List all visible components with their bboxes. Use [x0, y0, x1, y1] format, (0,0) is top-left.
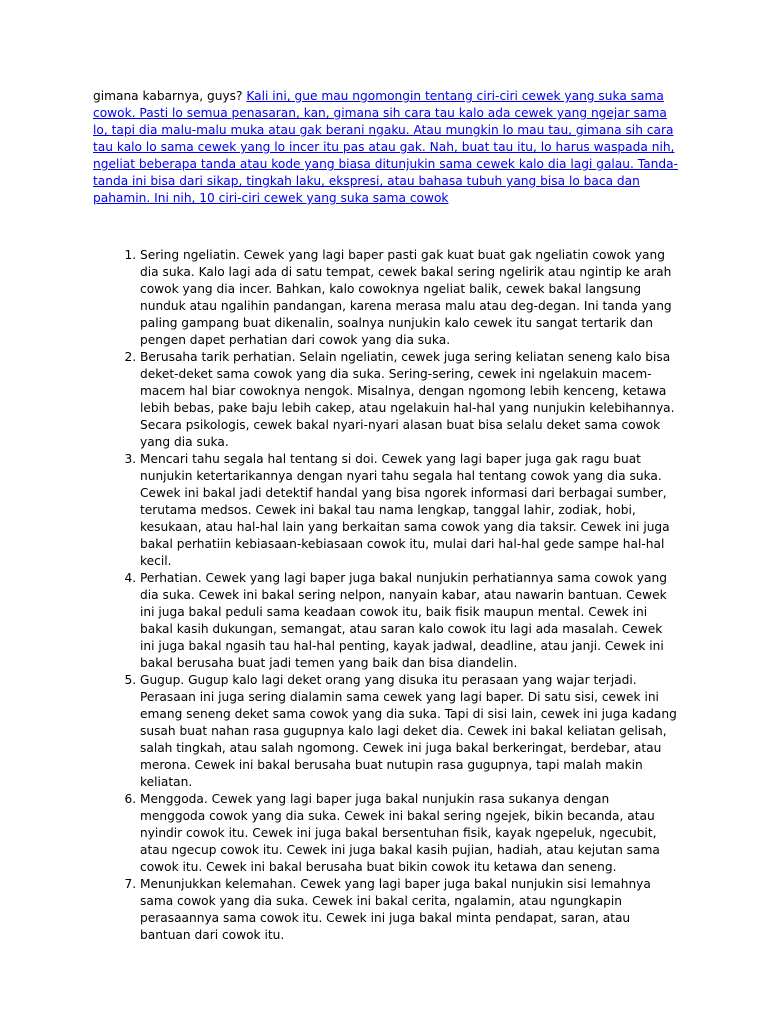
intro-paragraph	[93, 88, 678, 207]
list-item: 7. Menunjukkan kelemahan. Cewek yang lagi baper juga bakal nunjukin sisi lemahnya sama cowok yang dia suka. Cewek ini bakal cerita, ngalamin, atau ngungkapin perasaannya sama cowok itu. Cewek ini juga bakal minta pendapat, saran, atau bantuan dari cowok itu.	[140, 876, 678, 944]
signs-list	[93, 247, 678, 944]
intro-greeting: gimana kabarnya, guys?	[93, 89, 247, 103]
list-item: 3. Mencari tahu segala hal tentang si doi. Cewek yang lagi baper juga gak ragu buat nunjukin ketertarikannya dengan nyari tahu segala hal tentang cowok yang dia suka. Cewek ini bakal jadi detektif handal yang bisa ngorek informasi dari berbagai sumber, terutama medsos. Cewek ini bakal tau nama lengkap, tanggal lahir, zodiak, hobi, kesukaan, atau hal-hal lain yang berkaitan sama cowok yang dia taksir. Cewek ini juga bakal perhatiin kebiasaan-kebiasaan cowok itu, mulai dari hal-hal gede sampe hal-hal kecil.	[140, 451, 678, 570]
list-item: 1. Sering ngeliatin. Cewek yang lagi baper pasti gak kuat buat gak ngeliatin cowok yang dia suka. Kalo lagi ada di satu tempat, cewek bakal sering ngelirik atau ngintip ke arah cowok yang dia incer. Bahkan, kalo cowoknya ngeliat balik, cewek bakal langsung nunduk atau ngalihin pandangan, karena merasa malu atau deg-degan. Ini tanda yang paling gampang buat dikenalin, soalnya nunjukin kalo cewek itu sangat tertarik dan pengen dapet perhatian dari cowok yang dia suka.	[140, 247, 678, 349]
list-item: 6. Menggoda. Cewek yang lagi baper juga bakal nunjukin rasa sukanya dengan menggoda cowok yang dia suka. Cewek ini bakal sering ngejek, bikin becanda, atau nyindir cowok itu. Cewek ini juga bakal bersentuhan fisik, kayak ngepeluk, ngecubit, atau ngecup cowok itu. Cewek ini juga bakal kasih pujian, hadiah, atau kejutan sama cowok itu. Cewek ini bakal berusaha buat bikin cowok itu ketawa dan seneng.	[140, 791, 678, 876]
list-item: 2. Berusaha tarik perhatian. Selain ngeliatin, cewek juga sering keliatan seneng kalo bisa deket-deket sama cowok yang dia suka. Sering-sering, cewek ini ngelakuin macem-macem hal biar cowoknya nengok. Misalnya, dengan ngomong lebih kenceng, ketawa lebih bebas, pake baju lebih cakep, atau ngelakuin hal-hal yang nunjukin kelebihannya. Secara psikologis, cewek bakal nyari-nyari alasan buat bisa selalu deket sama cowok yang dia suka.	[140, 349, 678, 451]
intro-link[interactable]: Kali ini, gue mau ngomongin tentang ciri-ciri cewek yang suka sama cowok. Pasti lo semua penasaran, kan, gimana sih cara tau kalo ada cewek yang ngejar sama lo, tapi dia malu-malu muka atau gak berani ngaku. Atau mungkin lo mau tau, gimana sih cara tau kalo lo sama cewek yang lo incer itu pas atau gak. Nah, buat tau itu, lo harus waspada nih, ngeliat beberapa tanda atau kode yang biasa ditunjukin sama cewek kalo dia lagi galau. Tanda-tanda ini bisa dari sikap, tingkah laku, ekspresi, atau bahasa tubuh yang bisa lo baca dan pahamin. Ini nih, 10 ciri-ciri cewek yang suka sama cowok	[93, 89, 678, 205]
document-page	[93, 88, 678, 944]
list-item: 5. Gugup. Gugup kalo lagi deket orang yang disuka itu perasaan yang wajar terjadi. Perasaan ini juga sering dialamin sama cewek yang lagi baper. Di satu sisi, cewek ini emang seneng deket sama cowok yang dia suka. Tapi di sisi lain, cewek ini juga kadang susah buat nahan rasa gugupnya kalo lagi deket dia. Cewek ini bakal keliatan gelisah, salah tingkah, atau salah ngomong. Cewek ini juga bakal berkeringat, berdebar, atau merona. Cewek ini bakal berusaha buat nutupin rasa gugupnya, tapi malah makin keliatan.	[140, 672, 678, 791]
list-item: 4. Perhatian. Cewek yang lagi baper juga bakal nunjukin perhatiannya sama cowok yang dia suka. Cewek ini bakal sering nelpon, nanyain kabar, atau nawarin bantuan. Cewek ini juga bakal peduli sama keadaan cowok itu, baik fisik maupun mental. Cewek ini bakal kasih dukungan, semangat, atau saran kalo cowok itu lagi ada masalah. Cewek ini juga bakal ngasih tau hal-hal penting, kayak jadwal, deadline, atau janji. Cewek ini bakal berusaha buat jadi temen yang baik dan bisa diandelin.	[140, 570, 678, 672]
